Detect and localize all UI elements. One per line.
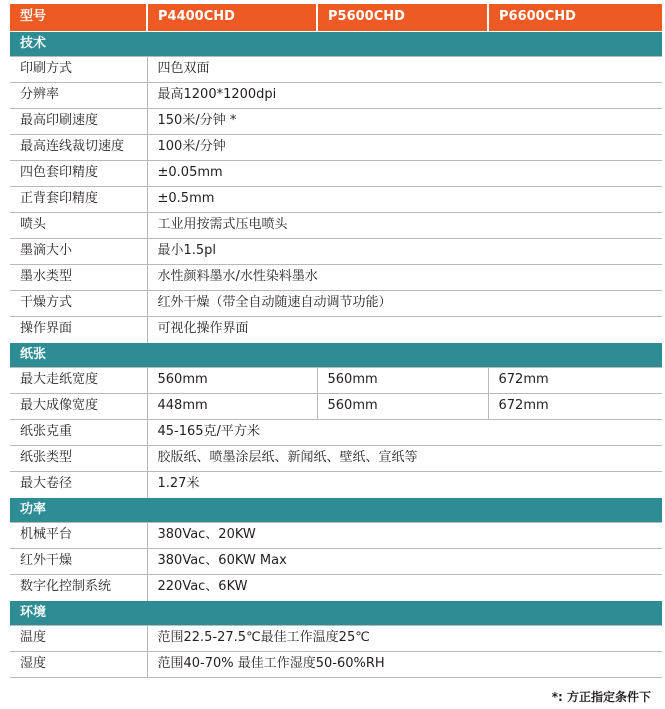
row-label: 四色套印精度 bbox=[10, 160, 147, 186]
header-model-p6600chd: P6600CHD bbox=[488, 4, 662, 31]
table-row bbox=[10, 264, 662, 290]
row-value: 最小1.5pl bbox=[147, 238, 662, 264]
row-value: 380Vac、60KW Max bbox=[147, 548, 662, 574]
spec-table bbox=[10, 4, 662, 678]
row-value: 红外干燥（带全自动随速自动调节功能） bbox=[147, 290, 662, 316]
row-value: ±0.5mm bbox=[147, 186, 662, 212]
section-header bbox=[10, 600, 662, 625]
table-row bbox=[10, 160, 662, 186]
row-label: 纸张克重 bbox=[10, 419, 147, 445]
row-label: 干燥方式 bbox=[10, 290, 147, 316]
section-title: 纸张 bbox=[10, 342, 662, 367]
table-row bbox=[10, 56, 662, 82]
row-value: 560mm bbox=[317, 367, 488, 393]
row-value: 四色双面 bbox=[147, 56, 662, 82]
row-value: 672mm bbox=[488, 367, 662, 393]
row-label: 温度 bbox=[10, 625, 147, 651]
table-row bbox=[10, 393, 662, 419]
row-value: 560mm bbox=[317, 393, 488, 419]
row-label: 正背套印精度 bbox=[10, 186, 147, 212]
table-row bbox=[10, 522, 662, 548]
row-value: 范围40-70% 最佳工作湿度50-60%RH bbox=[147, 651, 662, 677]
table-row bbox=[10, 651, 662, 677]
row-label: 数字化控制系统 bbox=[10, 574, 147, 600]
header-model-p5600chd: P5600CHD bbox=[317, 4, 488, 31]
header-row bbox=[10, 4, 662, 31]
row-value: 范围22.5-27.5℃最佳工作温度25℃ bbox=[147, 625, 662, 651]
header-model-label: 型号 bbox=[10, 4, 147, 31]
table-row bbox=[10, 625, 662, 651]
table-row bbox=[10, 445, 662, 471]
table-row bbox=[10, 548, 662, 574]
section-title: 功率 bbox=[10, 497, 662, 522]
table-row bbox=[10, 134, 662, 160]
table-row bbox=[10, 367, 662, 393]
section-header bbox=[10, 31, 662, 56]
row-value: 可视化操作界面 bbox=[147, 316, 662, 342]
row-label: 墨水类型 bbox=[10, 264, 147, 290]
row-label: 墨滴大小 bbox=[10, 238, 147, 264]
row-value: 220Vac、6KW bbox=[147, 574, 662, 600]
section-title: 技术 bbox=[10, 31, 662, 56]
row-value: 560mm bbox=[147, 367, 317, 393]
row-value: 胶版纸、喷墨涂层纸、新闻纸、壁纸、宣纸等 bbox=[147, 445, 662, 471]
spec-body bbox=[10, 31, 662, 677]
row-label: 最高连线裁切速度 bbox=[10, 134, 147, 160]
row-label: 印刷方式 bbox=[10, 56, 147, 82]
header-model-p4400chd: P4400CHD bbox=[147, 4, 317, 31]
row-value: 100米/分钟 bbox=[147, 134, 662, 160]
table-row bbox=[10, 108, 662, 134]
row-value: 最高1200*1200dpi bbox=[147, 82, 662, 108]
table-row bbox=[10, 419, 662, 445]
row-label: 红外干燥 bbox=[10, 548, 147, 574]
row-label: 操作界面 bbox=[10, 316, 147, 342]
section-header bbox=[10, 497, 662, 522]
row-value: 1.27米 bbox=[147, 471, 662, 497]
table-row bbox=[10, 290, 662, 316]
row-value: 672mm bbox=[488, 393, 662, 419]
row-value: 水性颜料墨水/水性染料墨水 bbox=[147, 264, 662, 290]
row-label: 纸张类型 bbox=[10, 445, 147, 471]
table-row bbox=[10, 186, 662, 212]
row-label: 湿度 bbox=[10, 651, 147, 677]
row-value: 45-165克/平方米 bbox=[147, 419, 662, 445]
row-label: 最高印刷速度 bbox=[10, 108, 147, 134]
row-label: 最大成像宽度 bbox=[10, 393, 147, 419]
row-label: 最大走纸宽度 bbox=[10, 367, 147, 393]
row-label: 最大卷径 bbox=[10, 471, 147, 497]
section-title: 环境 bbox=[10, 600, 662, 625]
table-row bbox=[10, 238, 662, 264]
row-value: 工业用按需式压电喷头 bbox=[147, 212, 662, 238]
table-row bbox=[10, 316, 662, 342]
row-value: 448mm bbox=[147, 393, 317, 419]
table-row bbox=[10, 82, 662, 108]
row-label: 喷头 bbox=[10, 212, 147, 238]
table-row bbox=[10, 574, 662, 600]
row-value: 380Vac、20KW bbox=[147, 522, 662, 548]
section-header bbox=[10, 342, 662, 367]
row-label: 分辨率 bbox=[10, 82, 147, 108]
table-row bbox=[10, 212, 662, 238]
row-value: 150米/分钟 * bbox=[147, 108, 662, 134]
footnote: *: 方正指定条件下 bbox=[551, 690, 651, 704]
row-value: ±0.05mm bbox=[147, 160, 662, 186]
table-row bbox=[10, 471, 662, 497]
row-label: 机械平台 bbox=[10, 522, 147, 548]
